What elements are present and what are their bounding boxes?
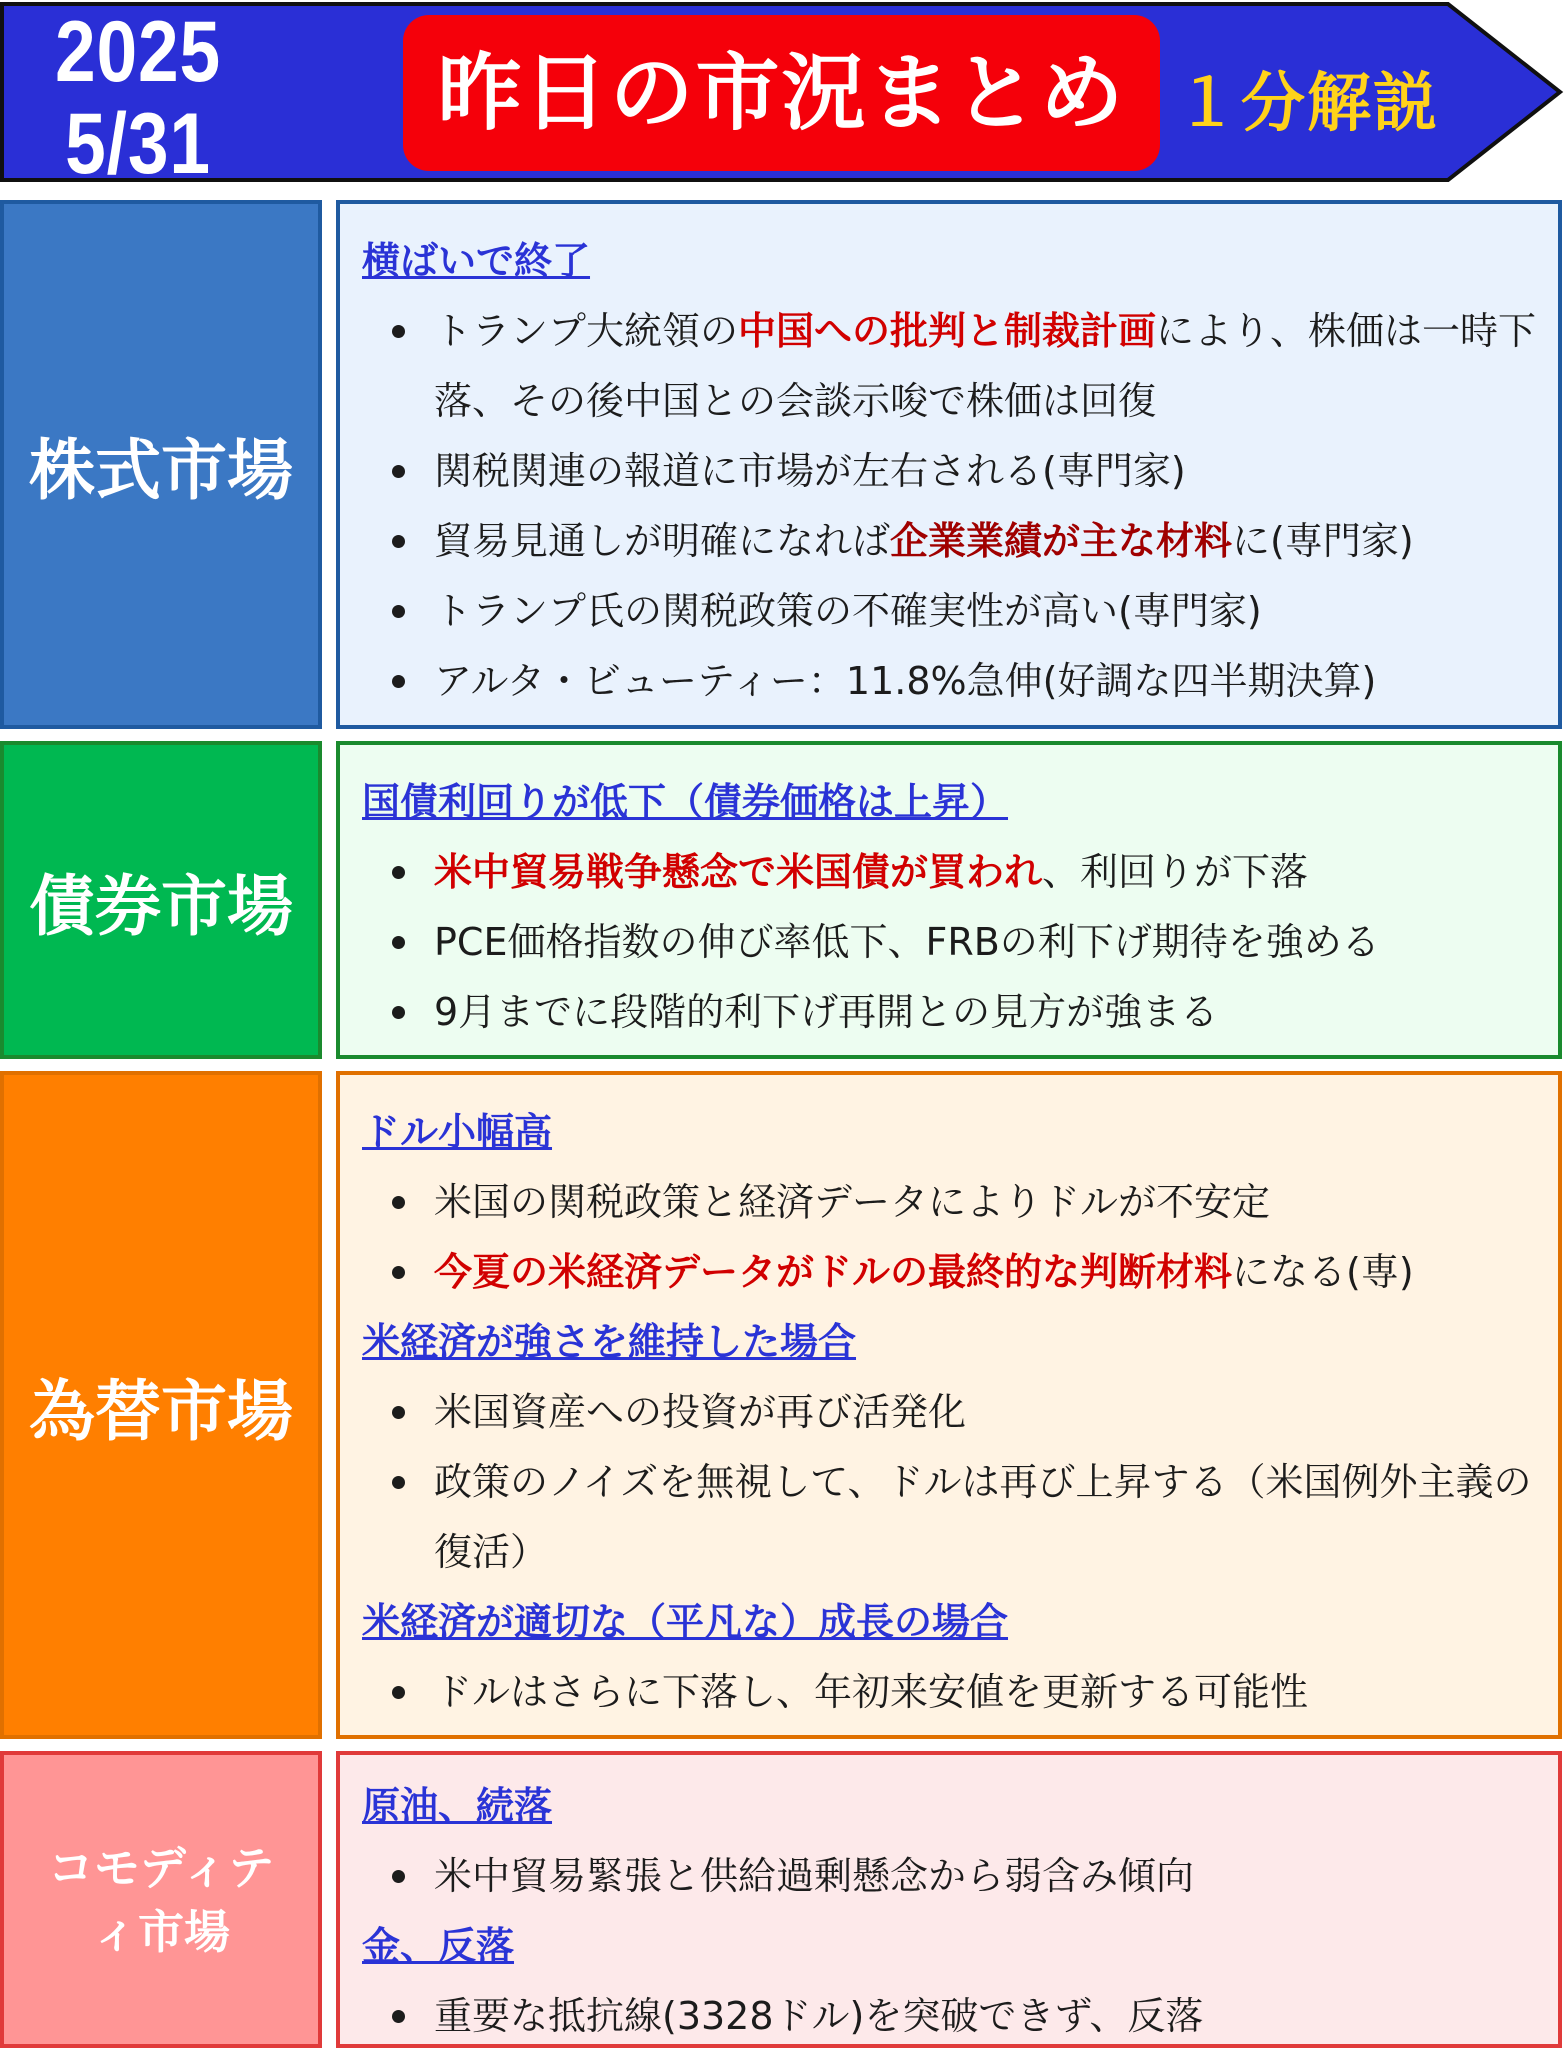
list-item: 米国の関税政策と経済データによりドルが不安定 [362,1167,1540,1237]
fx-subheading-strong: 米経済が強さを維持した場合 [362,1320,857,1364]
list-item: 米中貿易緊張と供給過剰懸念から弱含み傾向 [362,1841,1540,1911]
section-content-stock [336,200,1562,729]
section-label-bond: 債券市場 [0,741,322,1059]
page-title: 昨日の市況まとめ [403,15,1160,171]
gold-heading: 金、反落 [362,1924,515,1968]
section-label-stock: 株式市場 [0,200,322,729]
list-item: 今夏の米経済データがドルの最終的な判断材料になる(専) [362,1237,1540,1307]
date-stamp [36,6,240,190]
list-item: トランプ大統領の中国への批判と制裁計画により、株価は一時下落、その後中国との会談示唆で株価は回復 [362,296,1540,436]
page-subtitle: １分解説 [1175,67,1439,141]
year-text: 2025 [54,4,222,100]
header-banner [0,0,1564,192]
commodity-label-line1: コモディテ [47,1840,275,1895]
list-item: 貿易見通しが明確になれば企業業績が主な材料に(専門家) [362,506,1540,576]
list-item: ドルはさらに下落し、年初来安値を更新する可能性 [362,1657,1540,1727]
section-content-fx [336,1071,1562,1739]
oil-heading: 原油、続落 [362,1784,553,1828]
section-stock-market [0,200,1564,729]
list-item: 関税関連の報道に市場が左右される(専門家) [362,436,1540,506]
section-fx-market [0,1071,1564,1739]
commodity-label-line2: ィ市場 [92,1904,230,1959]
stock-heading: 横ばいで終了 [362,239,591,283]
list-item: PCE価格指数の伸び率低下、FRBの利下げ期待を強める [362,907,1540,977]
section-bond-market [0,741,1564,1059]
list-item: 米中貿易戦争懸念で米国債が買われ、利回りが下落 [362,837,1540,907]
list-item: 米国資産への投資が再び活発化 [362,1377,1540,1447]
section-content-commodity [336,1751,1562,2048]
section-label-fx: 為替市場 [0,1071,322,1739]
section-commodity-market [0,1751,1564,2048]
list-item: 重要な抵抗線(3328ドル)を突破できず、反落 [362,1981,1540,2051]
list-item: アルタ・ビューティー：11.8%急伸(好調な四半期決算) [362,646,1540,716]
date-text: 5/31 [65,96,211,192]
fx-heading: ドル小幅高 [362,1110,553,1154]
section-label-commodity [0,1751,322,2048]
fx-subheading-moderate: 米経済が適切な（平凡な）成長の場合 [362,1600,1009,1644]
list-item: 9月までに段階的利下げ再開との見方が強まる [362,977,1540,1047]
section-content-bond [336,741,1562,1059]
list-item: トランプ氏の関税政策の不確実性が高い(専門家) [362,576,1540,646]
bond-heading: 国債利回りが低下（債券価格は上昇） [362,780,1009,824]
list-item: 政策のノイズを無視して、ドルは再び上昇する（米国例外主義の復活） [362,1447,1540,1587]
